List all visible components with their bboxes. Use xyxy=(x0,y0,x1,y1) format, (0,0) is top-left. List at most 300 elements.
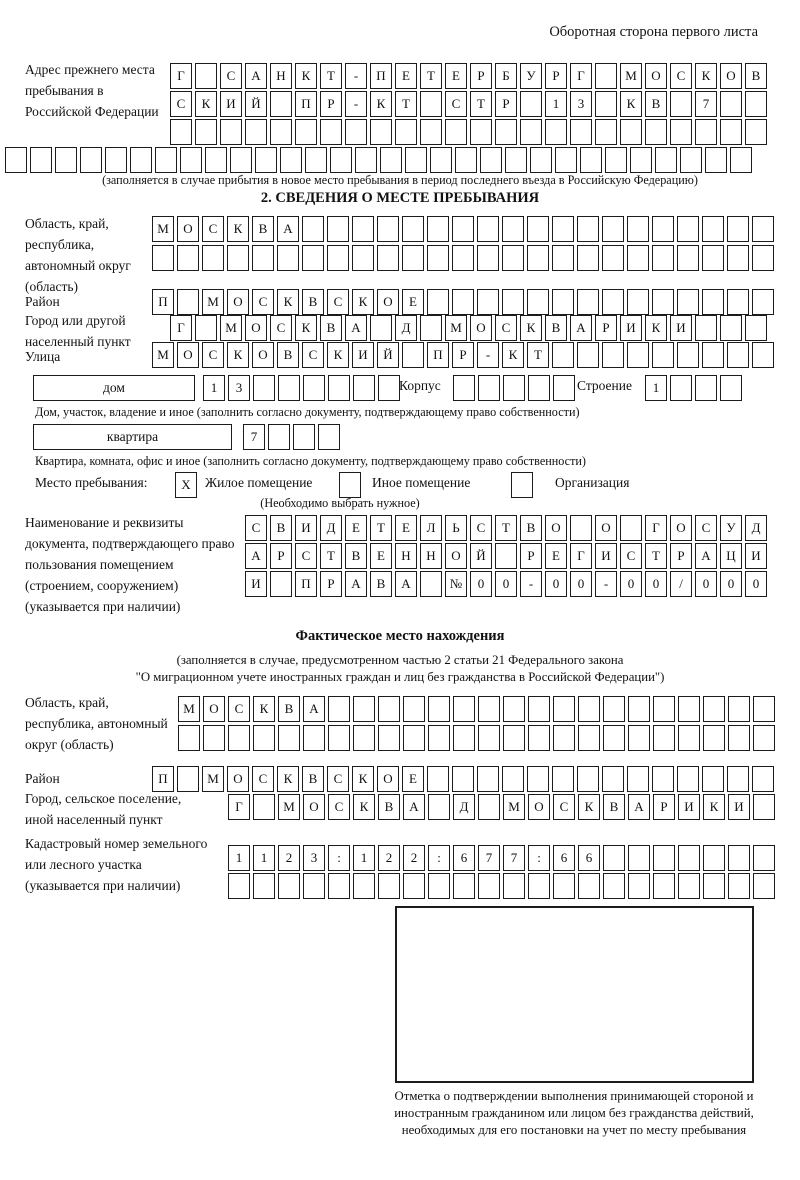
char-box[interactable]: А xyxy=(245,543,267,569)
char-box[interactable] xyxy=(720,119,742,145)
char-box[interactable] xyxy=(252,245,274,271)
char-box[interactable] xyxy=(653,873,675,899)
char-box[interactable] xyxy=(203,725,225,751)
char-box[interactable] xyxy=(30,147,52,173)
char-box[interactable]: Р xyxy=(320,571,342,597)
char-box[interactable]: 0 xyxy=(720,571,742,597)
char-box[interactable]: О xyxy=(645,63,667,89)
char-box[interactable]: С xyxy=(445,91,467,117)
char-box[interactable]: 1 xyxy=(545,91,567,117)
char-box[interactable] xyxy=(378,873,400,899)
char-box[interactable] xyxy=(603,725,625,751)
char-box[interactable]: В xyxy=(302,766,324,792)
char-box[interactable]: Г xyxy=(170,315,192,341)
char-box[interactable] xyxy=(595,63,617,89)
char-box[interactable]: С xyxy=(252,766,274,792)
char-box[interactable]: П xyxy=(295,571,317,597)
char-box[interactable]: 0 xyxy=(545,571,567,597)
char-box[interactable]: И xyxy=(745,543,767,569)
char-box[interactable] xyxy=(427,216,449,242)
char-box[interactable] xyxy=(552,342,574,368)
char-box[interactable] xyxy=(670,375,692,401)
char-box[interactable]: Л xyxy=(420,515,442,541)
char-box[interactable] xyxy=(627,216,649,242)
char-box[interactable]: О xyxy=(245,315,267,341)
char-box[interactable]: 2 xyxy=(278,845,300,871)
char-box[interactable] xyxy=(345,119,367,145)
char-box[interactable] xyxy=(328,873,350,899)
char-box[interactable]: К xyxy=(695,63,717,89)
char-box[interactable] xyxy=(395,119,417,145)
char-box[interactable] xyxy=(227,245,249,271)
char-box[interactable]: 0 xyxy=(570,571,592,597)
char-box[interactable]: А xyxy=(245,63,267,89)
char-box[interactable] xyxy=(180,147,202,173)
char-box[interactable]: С xyxy=(220,63,242,89)
char-box[interactable]: И xyxy=(352,342,374,368)
char-box[interactable]: С xyxy=(270,315,292,341)
char-box[interactable]: А xyxy=(277,216,299,242)
char-box[interactable]: М xyxy=(202,766,224,792)
char-box[interactable]: С xyxy=(252,289,274,315)
char-box[interactable] xyxy=(220,119,242,145)
char-box[interactable]: В xyxy=(252,216,274,242)
char-box[interactable]: С xyxy=(228,696,250,722)
char-box[interactable] xyxy=(253,794,275,820)
char-box[interactable] xyxy=(303,725,325,751)
char-box[interactable]: Р xyxy=(452,342,474,368)
char-box[interactable]: К xyxy=(520,315,542,341)
char-box[interactable]: К xyxy=(295,315,317,341)
char-box[interactable] xyxy=(178,725,200,751)
char-box[interactable] xyxy=(495,119,517,145)
char-box[interactable] xyxy=(427,766,449,792)
char-box[interactable] xyxy=(353,696,375,722)
char-box[interactable] xyxy=(602,245,624,271)
char-box[interactable] xyxy=(177,289,199,315)
char-box[interactable] xyxy=(355,147,377,173)
char-box[interactable]: М xyxy=(220,315,242,341)
char-box[interactable] xyxy=(580,147,602,173)
char-box[interactable]: С xyxy=(470,515,492,541)
char-box[interactable] xyxy=(80,147,102,173)
char-box[interactable] xyxy=(553,696,575,722)
char-box[interactable] xyxy=(503,696,525,722)
char-box[interactable]: - xyxy=(345,91,367,117)
char-box[interactable] xyxy=(670,91,692,117)
char-box[interactable]: 7 xyxy=(503,845,525,871)
char-box[interactable]: Р xyxy=(520,543,542,569)
char-box[interactable] xyxy=(545,119,567,145)
char-box[interactable]: П xyxy=(295,91,317,117)
char-box[interactable]: Н xyxy=(395,543,417,569)
char-box[interactable] xyxy=(678,696,700,722)
char-box[interactable]: Р xyxy=(595,315,617,341)
char-box[interactable] xyxy=(527,216,549,242)
char-box[interactable] xyxy=(327,245,349,271)
char-box[interactable] xyxy=(728,725,750,751)
char-box[interactable] xyxy=(695,119,717,145)
char-box[interactable] xyxy=(520,91,542,117)
char-box[interactable] xyxy=(353,725,375,751)
char-box[interactable] xyxy=(552,216,574,242)
char-box[interactable] xyxy=(752,216,774,242)
char-box[interactable]: - xyxy=(345,63,367,89)
char-box[interactable] xyxy=(478,725,500,751)
char-box[interactable]: В xyxy=(745,63,767,89)
char-box[interactable]: Т xyxy=(495,515,517,541)
char-box[interactable]: М xyxy=(178,696,200,722)
char-box[interactable]: О xyxy=(670,515,692,541)
char-box[interactable]: А xyxy=(695,543,717,569)
char-box[interactable] xyxy=(370,315,392,341)
char-box[interactable] xyxy=(727,766,749,792)
char-box[interactable]: О xyxy=(528,794,550,820)
char-box[interactable]: О xyxy=(203,696,225,722)
char-box[interactable] xyxy=(270,119,292,145)
char-box[interactable] xyxy=(403,725,425,751)
char-box[interactable]: Т xyxy=(395,91,417,117)
char-box[interactable]: 6 xyxy=(453,845,475,871)
char-box[interactable]: № xyxy=(445,571,467,597)
char-box[interactable]: / xyxy=(670,571,692,597)
char-box[interactable]: Б xyxy=(495,63,517,89)
char-box[interactable] xyxy=(370,119,392,145)
char-box[interactable] xyxy=(603,873,625,899)
char-box[interactable] xyxy=(595,91,617,117)
char-box[interactable]: 7 xyxy=(243,424,265,450)
char-box[interactable]: Е xyxy=(370,543,392,569)
char-box[interactable] xyxy=(603,696,625,722)
char-box[interactable]: О xyxy=(470,315,492,341)
checkbox-inoe[interactable] xyxy=(339,472,361,498)
char-box[interactable]: К xyxy=(370,91,392,117)
char-box[interactable] xyxy=(577,216,599,242)
char-box[interactable] xyxy=(677,766,699,792)
char-box[interactable] xyxy=(270,571,292,597)
char-box[interactable] xyxy=(602,766,624,792)
char-box[interactable] xyxy=(352,245,374,271)
char-box[interactable]: А xyxy=(345,315,367,341)
char-box[interactable] xyxy=(402,216,424,242)
char-box[interactable]: Г xyxy=(570,543,592,569)
char-box[interactable] xyxy=(553,375,575,401)
char-box[interactable]: Е xyxy=(545,543,567,569)
char-box[interactable] xyxy=(402,342,424,368)
char-box[interactable] xyxy=(528,375,550,401)
char-box[interactable]: К xyxy=(578,794,600,820)
char-box[interactable]: С xyxy=(170,91,192,117)
char-box[interactable]: К xyxy=(327,342,349,368)
char-box[interactable] xyxy=(628,725,650,751)
char-box[interactable]: Т xyxy=(470,91,492,117)
char-box[interactable] xyxy=(420,119,442,145)
char-box[interactable] xyxy=(420,571,442,597)
char-box[interactable]: Ь xyxy=(445,515,467,541)
char-box[interactable] xyxy=(420,91,442,117)
char-box[interactable]: Е xyxy=(395,515,417,541)
char-box[interactable]: 1 xyxy=(253,845,275,871)
char-box[interactable]: С xyxy=(495,315,517,341)
char-box[interactable] xyxy=(703,725,725,751)
char-box[interactable] xyxy=(577,289,599,315)
char-box[interactable]: 6 xyxy=(578,845,600,871)
char-box[interactable]: К xyxy=(277,766,299,792)
char-box[interactable] xyxy=(602,216,624,242)
char-box[interactable]: И xyxy=(595,543,617,569)
char-box[interactable] xyxy=(720,315,742,341)
char-box[interactable]: О xyxy=(720,63,742,89)
char-box[interactable] xyxy=(577,342,599,368)
char-box[interactable]: О xyxy=(177,216,199,242)
char-box[interactable]: С xyxy=(620,543,642,569)
char-box[interactable]: А xyxy=(395,571,417,597)
char-box[interactable] xyxy=(702,289,724,315)
char-box[interactable]: Р xyxy=(320,91,342,117)
char-box[interactable] xyxy=(477,216,499,242)
char-box[interactable]: А xyxy=(345,571,367,597)
char-box[interactable] xyxy=(453,873,475,899)
char-box[interactable] xyxy=(752,342,774,368)
char-box[interactable]: В xyxy=(603,794,625,820)
char-box[interactable]: Р xyxy=(670,543,692,569)
char-box[interactable] xyxy=(678,873,700,899)
char-box[interactable] xyxy=(570,119,592,145)
char-box[interactable] xyxy=(478,375,500,401)
char-box[interactable]: О xyxy=(445,543,467,569)
char-box[interactable] xyxy=(720,375,742,401)
char-box[interactable] xyxy=(677,342,699,368)
char-box[interactable] xyxy=(477,289,499,315)
char-box[interactable]: Р xyxy=(653,794,675,820)
char-box[interactable] xyxy=(453,375,475,401)
char-box[interactable]: М xyxy=(152,216,174,242)
char-box[interactable]: О xyxy=(177,342,199,368)
char-box[interactable] xyxy=(555,147,577,173)
char-box[interactable]: Г xyxy=(228,794,250,820)
char-box[interactable]: 3 xyxy=(303,845,325,871)
char-box[interactable] xyxy=(302,216,324,242)
char-box[interactable] xyxy=(403,696,425,722)
char-box[interactable] xyxy=(552,245,574,271)
char-box[interactable]: - xyxy=(520,571,542,597)
char-box[interactable] xyxy=(595,119,617,145)
char-box[interactable] xyxy=(195,119,217,145)
char-box[interactable] xyxy=(752,766,774,792)
char-box[interactable] xyxy=(727,216,749,242)
char-box[interactable]: 3 xyxy=(570,91,592,117)
char-box[interactable] xyxy=(353,375,375,401)
char-box[interactable] xyxy=(578,725,600,751)
char-box[interactable] xyxy=(602,289,624,315)
char-box[interactable]: И xyxy=(620,315,642,341)
char-box[interactable]: Й xyxy=(245,91,267,117)
char-box[interactable] xyxy=(105,147,127,173)
char-box[interactable]: Г xyxy=(170,63,192,89)
char-box[interactable]: К xyxy=(620,91,642,117)
char-box[interactable] xyxy=(753,845,775,871)
char-box[interactable] xyxy=(603,845,625,871)
char-box[interactable]: Й xyxy=(377,342,399,368)
char-box[interactable]: Е xyxy=(395,63,417,89)
char-box[interactable] xyxy=(652,289,674,315)
char-box[interactable]: А xyxy=(628,794,650,820)
char-box[interactable] xyxy=(627,766,649,792)
char-box[interactable] xyxy=(428,794,450,820)
char-box[interactable]: 0 xyxy=(745,571,767,597)
char-box[interactable] xyxy=(630,147,652,173)
char-box[interactable] xyxy=(478,794,500,820)
char-box[interactable]: К xyxy=(195,91,217,117)
char-box[interactable]: И xyxy=(678,794,700,820)
char-box[interactable]: О xyxy=(252,342,274,368)
char-box[interactable] xyxy=(727,289,749,315)
char-box[interactable] xyxy=(253,725,275,751)
char-box[interactable] xyxy=(677,289,699,315)
char-box[interactable] xyxy=(528,696,550,722)
char-box[interactable] xyxy=(455,147,477,173)
checkbox-zhiloe[interactable]: X xyxy=(175,472,197,498)
char-box[interactable]: С xyxy=(202,342,224,368)
char-box[interactable] xyxy=(452,289,474,315)
char-box[interactable] xyxy=(645,119,667,145)
char-box[interactable]: Е xyxy=(402,766,424,792)
char-box[interactable]: П xyxy=(152,766,174,792)
char-box[interactable] xyxy=(552,766,574,792)
char-box[interactable]: У xyxy=(520,63,542,89)
char-box[interactable] xyxy=(430,147,452,173)
char-box[interactable]: У xyxy=(720,515,742,541)
char-box[interactable] xyxy=(727,245,749,271)
char-box[interactable] xyxy=(55,147,77,173)
char-box[interactable] xyxy=(352,216,374,242)
char-box[interactable] xyxy=(453,725,475,751)
char-box[interactable]: Е xyxy=(445,63,467,89)
char-box[interactable]: О xyxy=(227,766,249,792)
char-box[interactable]: Д xyxy=(745,515,767,541)
char-box[interactable] xyxy=(653,845,675,871)
char-box[interactable]: С xyxy=(553,794,575,820)
char-box[interactable]: О xyxy=(545,515,567,541)
char-box[interactable]: 7 xyxy=(695,91,717,117)
char-box[interactable]: Г xyxy=(645,515,667,541)
char-box[interactable]: К xyxy=(703,794,725,820)
char-box[interactable] xyxy=(695,375,717,401)
char-box[interactable] xyxy=(495,543,517,569)
char-box[interactable]: 6 xyxy=(553,845,575,871)
char-box[interactable]: А xyxy=(570,315,592,341)
char-box[interactable] xyxy=(295,119,317,145)
char-box[interactable] xyxy=(520,119,542,145)
char-box[interactable] xyxy=(628,845,650,871)
char-box[interactable]: Д xyxy=(320,515,342,541)
char-box[interactable]: : xyxy=(328,845,350,871)
char-box[interactable] xyxy=(552,289,574,315)
char-box[interactable]: В xyxy=(370,571,392,597)
char-box[interactable]: П xyxy=(370,63,392,89)
char-box[interactable] xyxy=(528,725,550,751)
char-box[interactable] xyxy=(155,147,177,173)
char-box[interactable]: М xyxy=(503,794,525,820)
char-box[interactable]: 2 xyxy=(378,845,400,871)
char-box[interactable]: 0 xyxy=(620,571,642,597)
char-box[interactable]: В xyxy=(545,315,567,341)
char-box[interactable] xyxy=(745,315,767,341)
char-box[interactable]: А xyxy=(303,696,325,722)
char-box[interactable] xyxy=(177,245,199,271)
char-box[interactable]: И xyxy=(220,91,242,117)
char-box[interactable] xyxy=(753,794,775,820)
char-box[interactable]: М xyxy=(202,289,224,315)
char-box[interactable] xyxy=(727,342,749,368)
char-box[interactable] xyxy=(195,315,217,341)
char-box[interactable] xyxy=(503,725,525,751)
char-box[interactable] xyxy=(502,216,524,242)
char-box[interactable] xyxy=(753,696,775,722)
char-box[interactable] xyxy=(130,147,152,173)
char-box[interactable] xyxy=(703,873,725,899)
char-box[interactable]: 1 xyxy=(645,375,667,401)
char-box[interactable]: О xyxy=(303,794,325,820)
char-box[interactable] xyxy=(427,289,449,315)
char-box[interactable]: Т xyxy=(645,543,667,569)
char-box[interactable]: О xyxy=(595,515,617,541)
char-box[interactable] xyxy=(268,424,290,450)
char-box[interactable]: М xyxy=(278,794,300,820)
char-box[interactable] xyxy=(318,424,340,450)
char-box[interactable] xyxy=(445,119,467,145)
char-box[interactable] xyxy=(170,119,192,145)
char-box[interactable] xyxy=(702,245,724,271)
char-box[interactable]: В xyxy=(645,91,667,117)
char-box[interactable]: Р xyxy=(545,63,567,89)
char-box[interactable] xyxy=(745,91,767,117)
char-box[interactable] xyxy=(378,375,400,401)
char-box[interactable]: Е xyxy=(345,515,367,541)
char-box[interactable] xyxy=(205,147,227,173)
char-box[interactable] xyxy=(478,696,500,722)
char-box[interactable]: В xyxy=(277,342,299,368)
char-box[interactable]: К xyxy=(353,794,375,820)
char-box[interactable]: С xyxy=(202,216,224,242)
char-box[interactable] xyxy=(278,873,300,899)
char-box[interactable] xyxy=(280,147,302,173)
char-box[interactable]: Р xyxy=(270,543,292,569)
char-box[interactable]: И xyxy=(245,571,267,597)
char-box[interactable]: Е xyxy=(402,289,424,315)
char-box[interactable] xyxy=(478,873,500,899)
char-box[interactable]: К xyxy=(295,63,317,89)
char-box[interactable] xyxy=(502,245,524,271)
char-box[interactable] xyxy=(670,119,692,145)
char-box[interactable]: Й xyxy=(470,543,492,569)
char-box[interactable]: В xyxy=(520,515,542,541)
char-box[interactable] xyxy=(328,725,350,751)
char-box[interactable] xyxy=(627,289,649,315)
char-box[interactable]: Н xyxy=(270,63,292,89)
char-box[interactable]: В xyxy=(278,696,300,722)
checkbox-organizacia[interactable] xyxy=(511,472,533,498)
char-box[interactable] xyxy=(677,245,699,271)
char-box[interactable]: С xyxy=(295,543,317,569)
char-box[interactable] xyxy=(477,245,499,271)
char-box[interactable] xyxy=(228,873,250,899)
char-box[interactable] xyxy=(305,147,327,173)
char-box[interactable] xyxy=(253,873,275,899)
char-box[interactable] xyxy=(502,766,524,792)
char-box[interactable] xyxy=(303,375,325,401)
char-box[interactable]: Н xyxy=(420,543,442,569)
